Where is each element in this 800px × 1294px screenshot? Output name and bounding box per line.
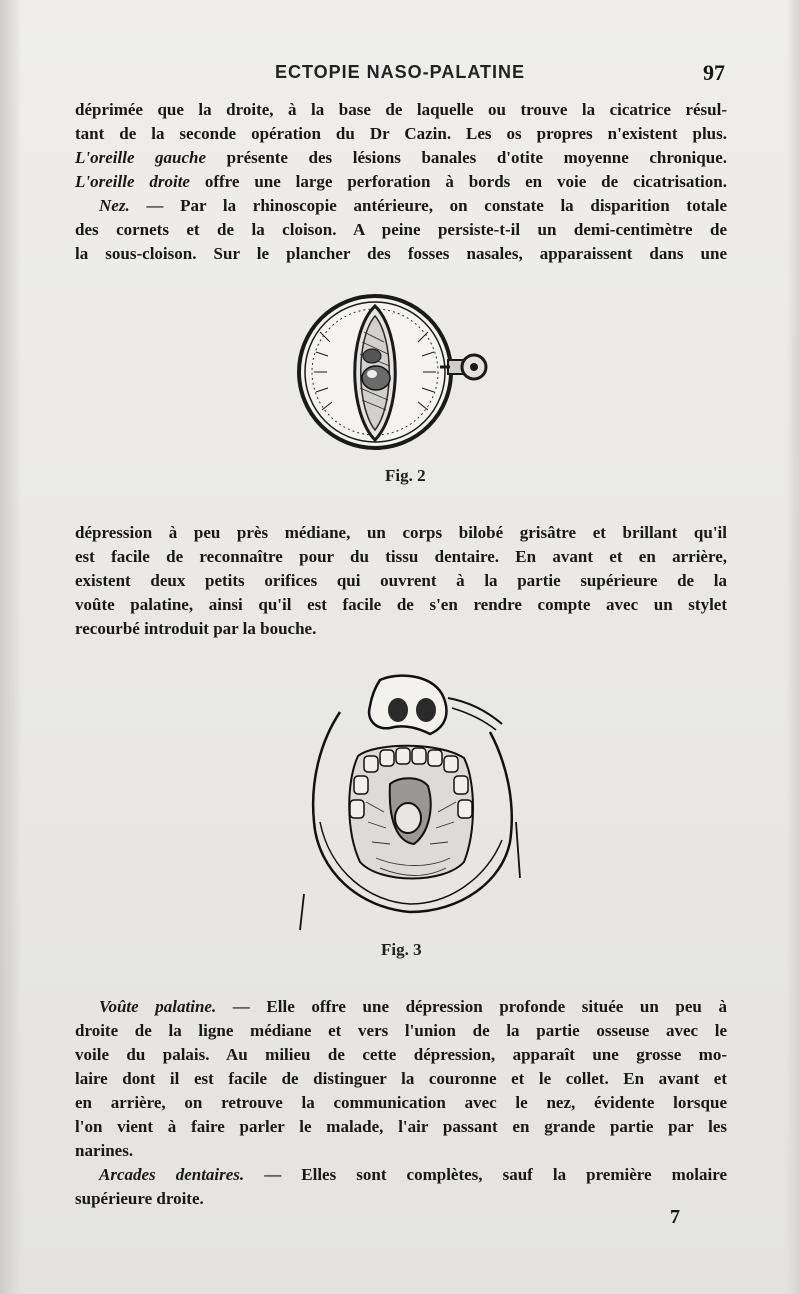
figure-3 [280,672,530,934]
oreille-gauche-text: présente des lésions banales d'otite moyenne chronique. [206,148,727,167]
signature-mark: 7 [670,1206,680,1228]
text-line: existent deux petits orifices qui ouvrent à la partie supérieure de la [75,571,727,590]
voute-label: Voûte palatine. [99,997,217,1016]
figure-3-illustration [280,672,530,934]
figure-2-caption: Fig. 2 [385,466,426,485]
text-line-nez [75,194,727,218]
figure-2-illustration [290,292,500,460]
running-title: ECTOPIE NASO-PALATINE [274,62,526,82]
figure-3-caption: Fig. 3 [381,940,422,959]
page-header [75,60,725,90]
nez-label: Nez. [99,196,130,215]
paragraph-voute [75,995,727,1211]
text-line: en arrière, on retrouve la communication avec le nez, évidente lorsque [75,1093,727,1112]
text-line: voile du palais. Au milieu de cette dépression, apparaît une grosse mo- [75,1045,727,1064]
text-line: laire dont il est facile de distinguer la couronne et le collet. En avant et [75,1069,727,1088]
nez-text: — Par la rhinoscopie antérieure, on constate la disparition totale [129,196,727,215]
text-line-arcades [75,1163,727,1187]
text-line-oreille-droite [75,170,727,194]
text-line: voûte palatine, ainsi qu'il est facile de s'en rendre compte avec un stylet [75,595,727,614]
paragraph-depression [75,521,727,641]
text-line: recourbé introduit par la bouche. [75,619,317,638]
voute-first-text: — Elle offre une dépression profonde située un peu à [216,997,727,1016]
arcades-text: — Elles sont complètes, sauf la première molaire [244,1165,727,1184]
paragraph-intro [75,98,727,266]
text-line: dépression à peu près médiane, un corps bilobé grisâtre et brillant qu'il [75,523,727,542]
text-line: la sous-cloison. Sur le plancher des fosses nasales, apparaissent dans une [75,244,727,263]
text-line: est facile de reconnaître pour du tissu dentaire. En avant et en arrière, [75,547,727,566]
text-line-oreille-gauche [75,146,727,170]
text-line-voute [75,995,727,1019]
text-line: narines. [75,1141,134,1160]
page-number: 97 [703,60,725,85]
figure-2 [290,292,500,460]
oreille-droite-text: offre une large perforation à bords en voie de cicatrisation. [189,172,727,191]
oreille-droite-label: L'oreille droite [75,172,190,191]
text-line: l'on vient à faire parler le malade, l'air passant en grande partie par les [75,1117,727,1136]
text-line: supérieure droite. [75,1189,204,1208]
text-line: tant de la seconde opération du Dr Cazin. Les os propres n'existent plus. [75,124,727,143]
oreille-gauche-label: L'oreille gauche [75,148,207,167]
text-line: déprimée que la droite, à la base de laquelle ou trouve la cicatrice résul- [75,100,727,119]
arcades-label: Arcades dentaires. [99,1165,245,1184]
text-line: droite de la ligne médiane et vers l'union de la partie osseuse avec le [75,1021,727,1040]
text-line: des cornets et de la cloison. A peine persiste-t-il un demi-centimètre de [75,220,727,239]
